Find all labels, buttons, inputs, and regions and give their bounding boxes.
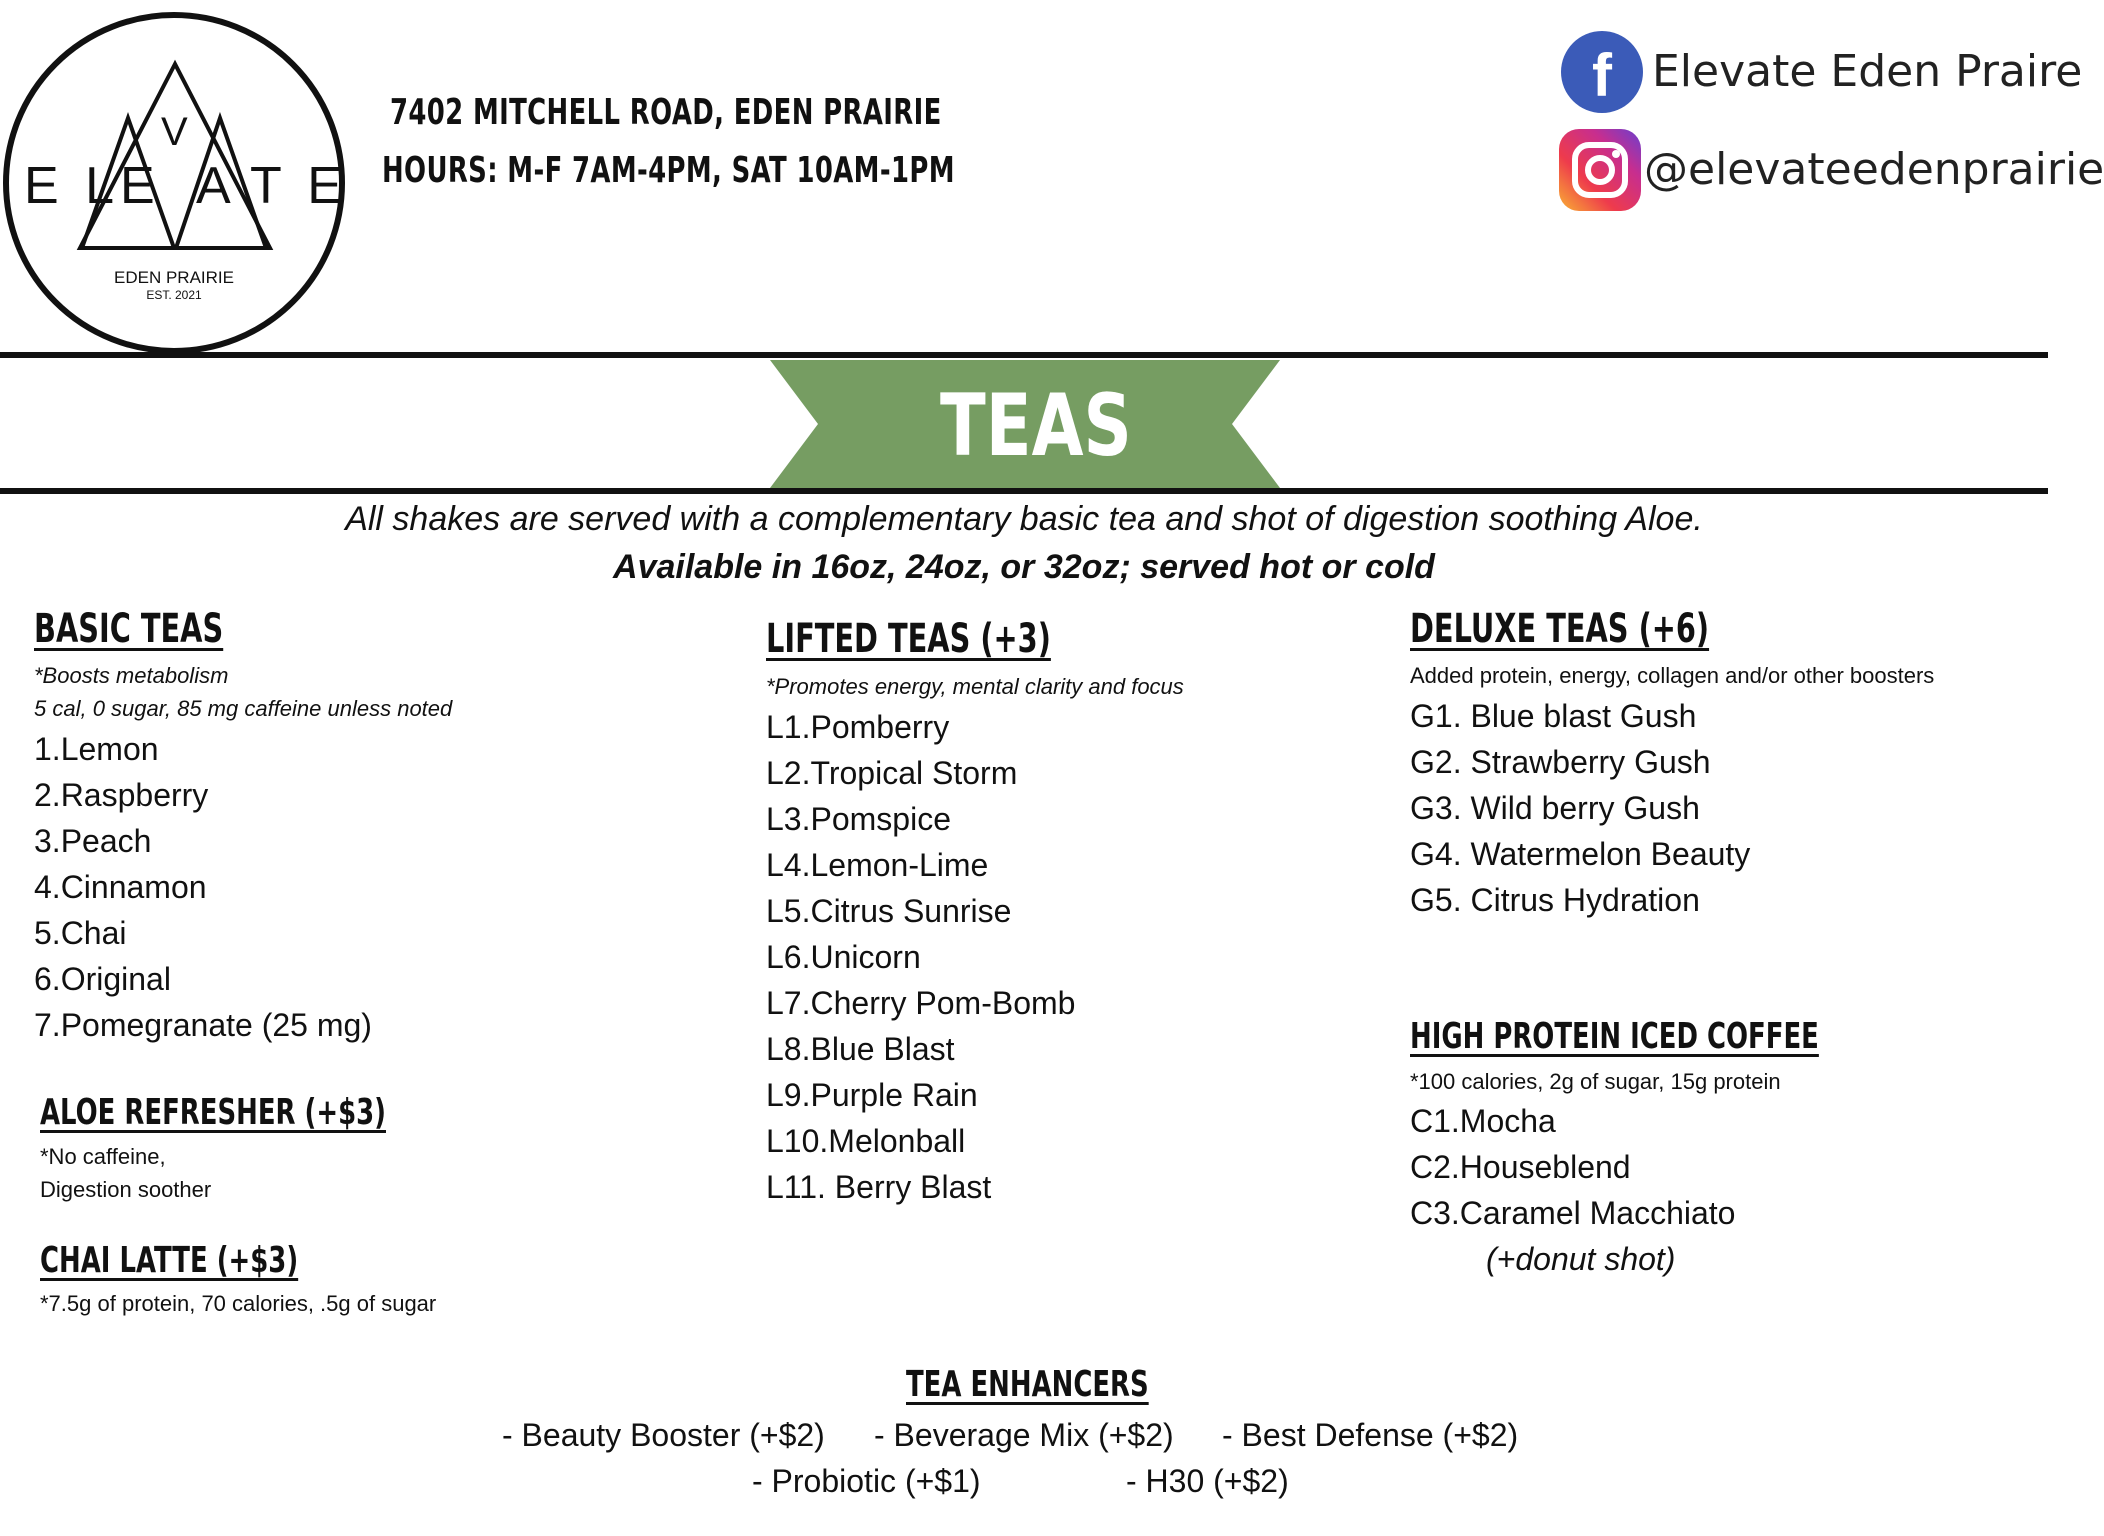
list-item: L3.Pomspice	[766, 801, 951, 837]
bottom-rule	[0, 488, 2048, 494]
chai-note: *7.5g of protein, 70 calories, .5g of sugar	[40, 1291, 437, 1316]
list-item: 1.Lemon	[34, 731, 159, 767]
deluxe-teas-note: Added protein, energy, collagen and/or other boosters	[1410, 663, 1935, 688]
list-item: G2. Strawberry Gush	[1410, 744, 1711, 780]
list-item: 4.Cinnamon	[34, 869, 207, 905]
list-item: G1. Blue blast Gush	[1410, 698, 1697, 734]
logo-established: EST. 2021	[146, 288, 202, 302]
list-item: L1.Pomberry	[766, 709, 950, 745]
list-item: L5.Citrus Sunrise	[766, 893, 1012, 929]
instagram-icon	[1558, 128, 1642, 217]
sizes-line: Available in 16oz, 24oz, or 32oz; served hot or cold	[613, 548, 1435, 586]
list-item: 7.Pomegranate (25 mg)	[34, 1007, 372, 1043]
iced-coffee-list	[1410, 1098, 1735, 1236]
aloe-note-1: *No caffeine,	[40, 1144, 166, 1169]
logo-letters-right: T E	[250, 157, 348, 215]
logo-letter-a: A	[196, 157, 231, 215]
list-item: L6.Unicorn	[766, 939, 921, 975]
list-item: G4. Watermelon Beauty	[1410, 836, 1751, 872]
svg-text:f: f	[1592, 42, 1612, 109]
list-item: 5.Chai	[34, 915, 127, 951]
elevate-logo	[0, 6, 350, 356]
banner-title: TEAS	[940, 376, 1132, 476]
list-item: G3. Wild berry Gush	[1410, 790, 1700, 826]
list-item: L10.Melonball	[766, 1123, 966, 1159]
iced-coffee-note: *100 calories, 2g of sugar, 15g protein	[1410, 1069, 1781, 1094]
logo-letters-left: E L	[24, 157, 121, 215]
list-item: L4.Lemon-Lime	[766, 847, 989, 883]
list-item: L8.Blue Blast	[766, 1031, 955, 1067]
list-item: 6.Original	[34, 961, 171, 997]
enhancer-beauty-booster: - Beauty Booster (+$2)	[502, 1417, 825, 1453]
enhancer-best-defense: - Best Defense (+$2)	[1222, 1417, 1519, 1453]
deluxe-teas-list	[1410, 693, 1750, 923]
logo-letter-e: E	[120, 157, 155, 215]
chai-latte-title: CHAI LATTE (+$3)	[40, 1240, 299, 1281]
list-item: L2.Tropical Storm	[766, 755, 1018, 791]
top-rule	[0, 352, 2048, 358]
list-item: C1.Mocha	[1410, 1103, 1556, 1139]
tea-enhancers-title: TEA ENHANCERS	[906, 1364, 1149, 1405]
donut-shot-addon: (+donut shot)	[1486, 1241, 1676, 1277]
store-hours: HOURS: M-F 7AM-4PM, SAT 10AM-1PM	[382, 150, 955, 191]
lifted-teas-title: LIFTED TEAS (+3)	[766, 616, 1051, 662]
list-item: 2.Raspberry	[34, 777, 209, 813]
teas-banner	[770, 360, 1280, 488]
basic-teas-list	[34, 726, 372, 1048]
iced-coffee-title: HIGH PROTEIN ICED COFFEE	[1410, 1016, 1819, 1057]
list-item: 3.Peach	[34, 823, 152, 859]
facebook-handle: Elevate Eden Praire	[1652, 46, 2083, 97]
list-item: G5. Citrus Hydration	[1410, 882, 1700, 918]
deluxe-teas-title: DELUXE TEAS (+6)	[1410, 606, 1710, 652]
facebook-icon	[1560, 30, 1644, 119]
basic-teas-note-1: *Boosts metabolism	[34, 663, 229, 688]
logo-location: EDEN PRAIRIE	[114, 268, 234, 287]
list-item: L7.Cherry Pom-Bomb	[766, 985, 1076, 1021]
enhancer-probiotic: - Probiotic (+$1)	[752, 1463, 981, 1499]
list-item: C2.Houseblend	[1410, 1149, 1631, 1185]
list-item: L9.Purple Rain	[766, 1077, 978, 1113]
instagram-handle: @elevateedenprairie	[1644, 144, 2104, 195]
enhancer-h30: - H30 (+$2)	[1126, 1463, 1289, 1499]
aloe-note-2: Digestion soother	[40, 1177, 212, 1202]
list-item: C3.Caramel Macchiato	[1410, 1195, 1736, 1231]
basic-teas-note-2: 5 cal, 0 sugar, 85 mg caffeine unless noted	[34, 696, 453, 721]
basic-teas-title: BASIC TEAS	[34, 606, 224, 652]
enhancer-beverage-mix: - Beverage Mix (+$2)	[874, 1417, 1174, 1453]
logo-letter-v: V	[161, 110, 188, 154]
lifted-teas-list	[766, 704, 1075, 1210]
list-item: L11. Berry Blast	[766, 1169, 992, 1205]
intro-line: All shakes are served with a complementary basic tea and shot of digestion soothing Aloe.	[345, 500, 1703, 538]
aloe-refresher-title: ALOE REFRESHER (+$3)	[40, 1092, 386, 1133]
store-address: 7402 MITCHELL ROAD, EDEN PRAIRIE	[390, 92, 942, 133]
lifted-teas-note: *Promotes energy, mental clarity and focus	[766, 674, 1184, 699]
